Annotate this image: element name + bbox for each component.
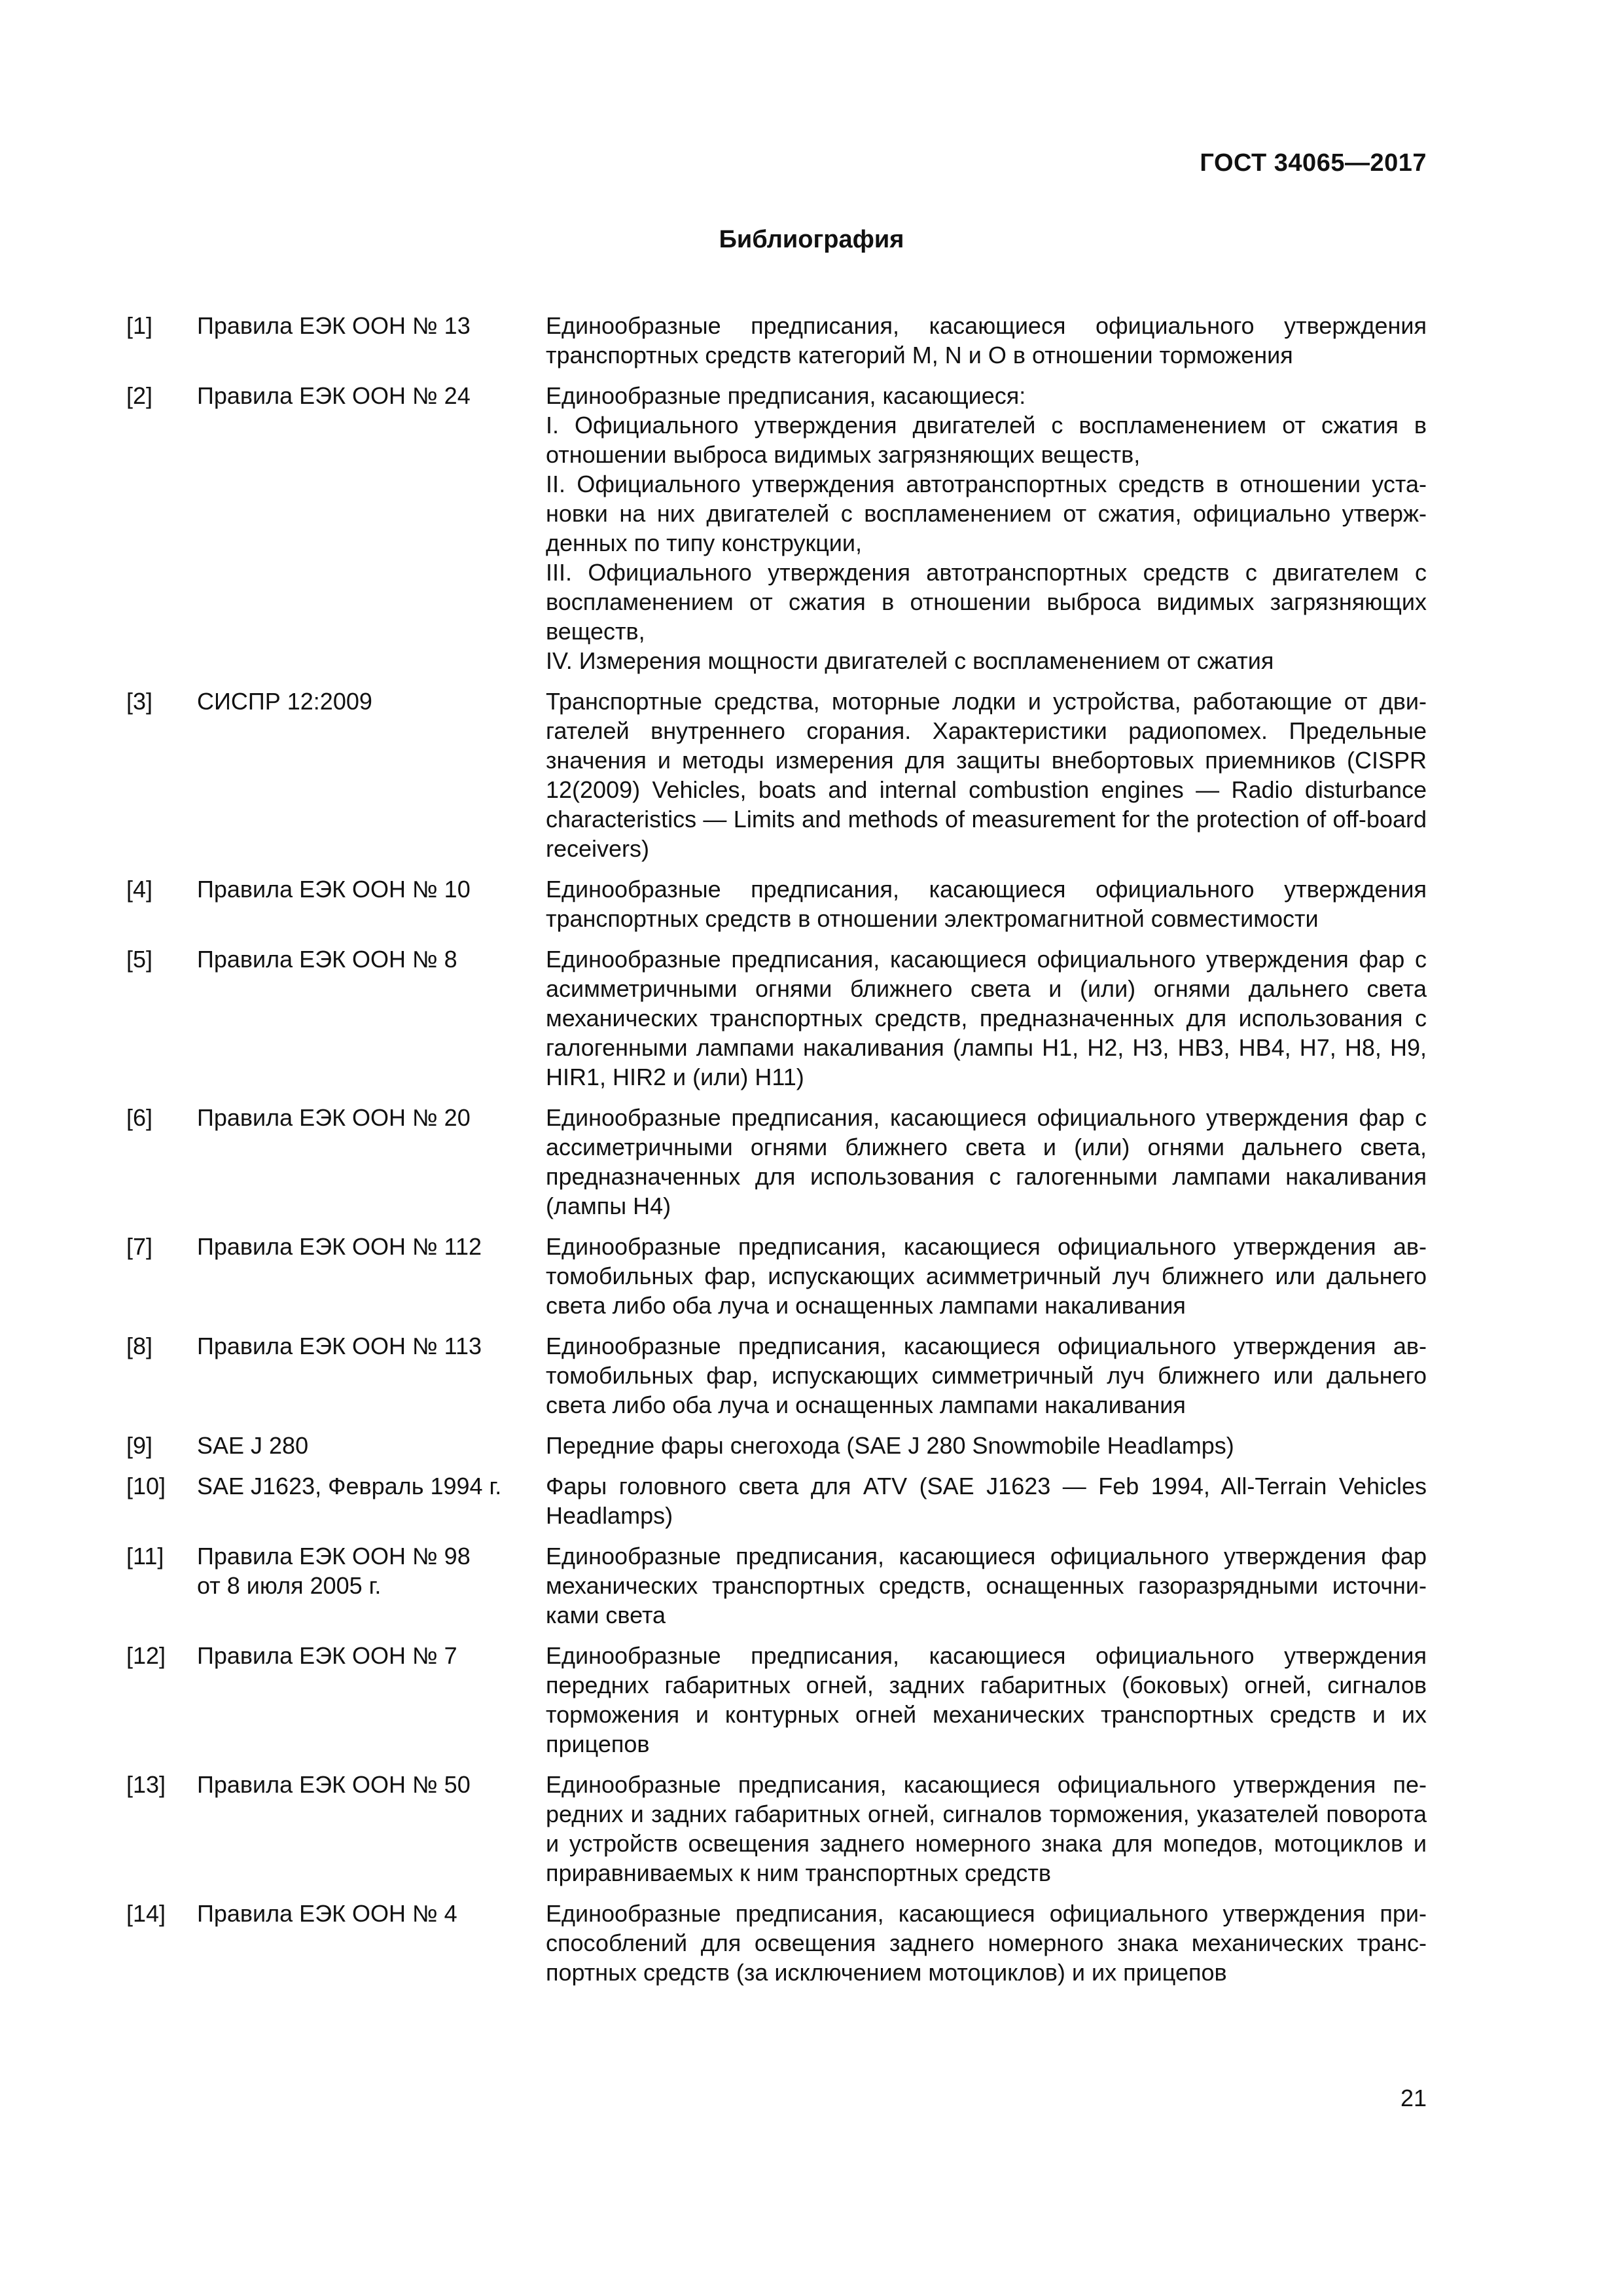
bibliography-entry [126, 1103, 1427, 1221]
bibliography-entry [126, 1541, 1427, 1630]
page-title: Библиография [719, 226, 904, 253]
bibliography-entry [126, 1331, 1427, 1420]
entry-number: [7] [126, 1233, 153, 1260]
entry-description-paragraph: III. Официального утверждения автотранспортных средств с двигателем с воспламенением от сжатия в отношении выброса видимых загрязняющих веществ, [546, 559, 1427, 645]
entry-number: [10] [126, 1473, 166, 1499]
entry-number: [5] [126, 946, 153, 973]
entry-description [546, 1331, 1427, 1420]
bibliography-entry [126, 687, 1427, 863]
entry-description-paragraph: Единообразные предписания, касающиеся официального утверждения автомобильных фар, испускающих симметричный луч ближнего или дальнего света либо оба луча и оснащенных лампами накаливания [546, 1333, 1427, 1418]
entry-source: Правила ЕЭК ООН № 50 [197, 1771, 471, 1798]
entry-description-paragraph: Единообразные предписания, касающиеся официального утверждения фар с ассиметричными огнями ближнего света и (или) огнями дальнего света, предназначенных для использования с галогенными лампами накаливания (лампы H4) [546, 1104, 1427, 1219]
entry-description-paragraph: Единообразные предписания, касающиеся официального утверждения фар механических транспортных средств, оснащенных газоразрядными источниками света [546, 1543, 1427, 1628]
bibliography-entry [126, 1431, 1427, 1460]
entry-number: [11] [126, 1543, 164, 1570]
entry-description-paragraph: Единообразные предписания, касающиеся официального утверждения фар с асимметричными огнями ближнего света и (или) огнями дальнего света механических транспортных средств, предназначенных для использования с галогенными лампами накаливания (лампы H1, H2, H3, HB3, HB4, H7, H8, H9, HIR1, HIR2 и (или) H11) [546, 946, 1427, 1090]
entry-number: [1] [126, 312, 153, 339]
entry-description-paragraph: Единообразные предписания, касающиеся официального утверждения передних габаритных огней, задних габаритных (боковых) огней, сигналов торможения и контурных огней механических транспортных средств и их прицепов [546, 1642, 1427, 1757]
bibliography-entry [126, 944, 1427, 1092]
entry-description-paragraph: Единообразные предписания, касающиеся официального утверждения приспособлений для освещения заднего номерного знака механических транспортных средств (за исключением мотоциклов) и их прицепов [546, 1900, 1427, 1986]
entry-description [546, 381, 1427, 675]
entry-description-paragraph: Единообразные предписания, касающиеся: [546, 382, 1026, 409]
entry-number: [14] [126, 1900, 166, 1927]
bibliography-entry [126, 1232, 1427, 1320]
entry-description-paragraph: Транспортные средства, моторные лодки и устройства, работающие от двигателей внутреннего сгорания. Характеристики радиопомех. Предельные значения и методы измерения для защиты внебортовых приемников (CISPR 12(2009) Vehicles, boats and internal combustion engines — Radio disturbance characteristics — Limits and methods of measurement for the protection of off-board receivers) [546, 688, 1427, 862]
entry-description-paragraph: II. Официального утверждения автотранспортных средств в отношении установки на них двигателей с воспламенением от сжатия, официально утвержденных по типу конструкции, [546, 471, 1427, 556]
entry-description-paragraph: Передние фары снегохода (SAE J 280 Snowmobile Headlamps) [546, 1432, 1234, 1459]
entry-description [546, 1232, 1427, 1320]
entry-source: Правила ЕЭК ООН № 20 [197, 1104, 471, 1131]
entry-description-paragraph: I. Официального утверждения двигателей с воспламенением от сжатия в отношении выброса видимых загрязняющих веществ, [546, 412, 1427, 468]
entry-description-paragraph: IV. Измерения мощности двигателей с воспламенением от сжатия [546, 647, 1274, 674]
bibliography-list [126, 311, 1427, 1998]
page-number: 21 [1400, 2085, 1427, 2111]
entry-number: [2] [126, 382, 153, 409]
entry-source: Правила ЕЭК ООН № 24 [197, 382, 471, 409]
entry-source: Правила ЕЭК ООН № 13 [197, 312, 471, 339]
entry-description-paragraph: Единообразные предписания, касающиеся официального утверждения транспортных средств категорий M, N и O в отношении торможения [546, 312, 1427, 368]
entry-description [546, 874, 1427, 933]
entry-source: Правила ЕЭК ООН № 10 [197, 876, 471, 903]
entry-description [546, 1431, 1427, 1460]
entry-source: Правила ЕЭК ООН № 112 [197, 1233, 482, 1260]
entry-description [546, 1103, 1427, 1221]
entry-description [546, 944, 1427, 1092]
entry-number: [8] [126, 1333, 153, 1359]
entry-source: Правила ЕЭК ООН № 8 [197, 946, 457, 973]
entry-source: Правила ЕЭК ООН № 4 [197, 1900, 457, 1927]
bibliography-entry [126, 1471, 1427, 1530]
entry-description [546, 1641, 1427, 1759]
entry-number: [12] [126, 1642, 166, 1669]
entry-description-paragraph: Единообразные предписания, касающиеся официального утверждения автомобильных фар, испускающих асимметричный луч ближнего или дальнего света либо оба луча и оснащенных лампами накаливания [546, 1233, 1427, 1319]
entry-source: Правила ЕЭК ООН № 98 от 8 июля 2005 г. [197, 1543, 471, 1599]
entry-description [546, 1471, 1427, 1530]
entry-source: Правила ЕЭК ООН № 7 [197, 1642, 457, 1669]
bibliography-entry [126, 874, 1427, 933]
entry-number: [6] [126, 1104, 153, 1131]
entry-source: SAE J1623, Февраль 1994 г. [197, 1473, 502, 1499]
entry-description-paragraph: Единообразные предписания, касающиеся официального утверждения транспортных средств в отношении электромагнитной совместимости [546, 876, 1427, 932]
entry-description [546, 1899, 1427, 1987]
bibliography-entry [126, 1899, 1427, 1987]
bibliography-entry [126, 1770, 1427, 1888]
entry-description [546, 311, 1427, 370]
entry-number: [3] [126, 688, 153, 715]
entry-description [546, 1541, 1427, 1630]
entry-number: [4] [126, 876, 153, 903]
entry-source: SAE J 280 [197, 1432, 309, 1459]
bibliography-entry [126, 311, 1427, 370]
entry-number: [13] [126, 1771, 166, 1798]
standard-designation: ГОСТ 34065—2017 [1200, 149, 1427, 177]
bibliography-entry [126, 1641, 1427, 1759]
entry-number: [9] [126, 1432, 153, 1459]
entry-description [546, 1770, 1427, 1888]
entry-description-paragraph: Единообразные предписания, касающиеся официального утверждения передних и задних габаритных огней, сигналов торможения, указателей поворота и устройств освещения заднего номерного знака для мопедов, мотоциклов и приравниваемых к ним транспортных средств [546, 1771, 1427, 1886]
bibliography-entry [126, 381, 1427, 675]
entry-description-paragraph: Фары головного света для ATV (SAE J1623 — Feb 1994, All-Terrain Vehicles Headlamps) [546, 1473, 1427, 1529]
entry-description [546, 687, 1427, 863]
entry-source: СИСПР 12:2009 [197, 688, 372, 715]
entry-source: Правила ЕЭК ООН № 113 [197, 1333, 482, 1359]
